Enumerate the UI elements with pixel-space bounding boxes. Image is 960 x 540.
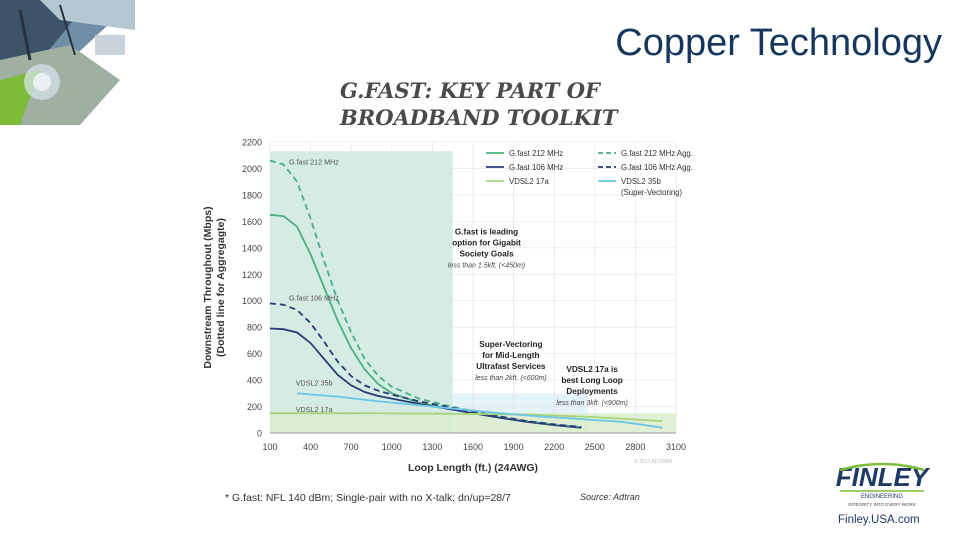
x-tick-label: 1000 bbox=[381, 442, 402, 452]
x-tick-label: 3100 bbox=[665, 442, 687, 452]
legend-entry: VDSL2 17a bbox=[509, 177, 549, 186]
annotation-text: best Long Loop bbox=[561, 376, 623, 386]
source-citation: Source: Adtran bbox=[580, 492, 640, 502]
x-tick-label: 1300 bbox=[422, 442, 443, 452]
annotation-note: less than 3kft. (<900m) bbox=[556, 400, 628, 408]
website-link[interactable]: Finley.USA.com bbox=[838, 514, 920, 526]
annotation-text: option for Gigabit bbox=[452, 238, 521, 248]
finley-logo-graphic bbox=[832, 460, 932, 515]
x-tick-label: 2200 bbox=[544, 442, 565, 452]
y-axis-label: Downstream Throughout (Mbps)(Dotted line for Aggregagte) bbox=[202, 206, 227, 369]
annotation-text: VDSL2 35b bbox=[295, 378, 333, 388]
x-tick-label: 2800 bbox=[625, 442, 646, 452]
annotation-text: Ultrafast Services bbox=[476, 362, 546, 372]
y-tick-label: 2200 bbox=[241, 137, 262, 148]
y-tick-label: 1800 bbox=[241, 190, 262, 201]
x-tick-label: 2500 bbox=[584, 442, 605, 452]
chart-title-line1: G.FAST: KEY PART OF bbox=[340, 78, 600, 103]
y-tick-label: 1600 bbox=[241, 216, 262, 227]
x-tick-label: 400 bbox=[303, 442, 319, 452]
logo-tagline: INTEGRITY INTO EVERY WORK bbox=[848, 502, 916, 507]
annotation-text: for Mid-Length bbox=[482, 351, 540, 361]
annotation-text: G.fast 106 MHz bbox=[288, 293, 339, 303]
legend-entry: VDSL2 35b bbox=[621, 177, 661, 186]
y-tick-label: 800 bbox=[246, 322, 262, 333]
annotation-text: VDSL2 17a bbox=[295, 404, 333, 414]
throughput-chart bbox=[200, 75, 700, 525]
legend-entry: (Super-Vectoring) bbox=[621, 188, 683, 197]
legend-entry: G.fast 106 MHz bbox=[509, 163, 564, 172]
chart-title bbox=[340, 77, 617, 131]
logo-subtitle: ENGINEERING bbox=[860, 494, 904, 500]
chart-watermark: © 2017 ADTRAN bbox=[634, 459, 672, 465]
x-tick-label: 100 bbox=[262, 442, 278, 452]
annotation-note: less than 1.5kft. (<450m) bbox=[447, 262, 526, 270]
x-tick-label: 1900 bbox=[503, 442, 524, 452]
annotation-text: VDSL2 17a is bbox=[566, 365, 618, 375]
footnote: * G.fast: NFL 140 dBm; Single-pair with no X-talk; dn/up=28/7 bbox=[225, 492, 511, 504]
chart-title-line2: BROADBAND TOOLKIT bbox=[340, 105, 618, 130]
annotation-text: G.fast is leading bbox=[454, 227, 519, 237]
annotation-text: G.fast 212 MHz bbox=[288, 157, 339, 167]
annotation-text: Super-Vectoring bbox=[479, 340, 543, 350]
legend-entry: G.fast 106 MHz Agg. bbox=[621, 163, 693, 172]
legend-entry: G.fast 212 MHz bbox=[509, 149, 564, 158]
chart-area bbox=[200, 75, 700, 525]
x-tick-label: 1600 bbox=[462, 442, 484, 452]
legend-entry: G.fast 212 MHz Agg. bbox=[621, 149, 693, 158]
y-tick-label: 2000 bbox=[241, 163, 262, 174]
slide-title: Copper Technology bbox=[615, 22, 942, 64]
x-tick-label: 700 bbox=[343, 442, 359, 452]
y-tick-label: 0 bbox=[256, 428, 262, 439]
y-tick-label: 400 bbox=[246, 375, 262, 386]
annotation-note: less than 2kft. (<600m) bbox=[475, 375, 547, 383]
y-tick-label: 600 bbox=[246, 349, 262, 360]
logo-wordmark: FINLEY bbox=[835, 462, 929, 492]
x-axis-label: Loop Length (ft.) (24AWG) bbox=[407, 462, 539, 474]
y-tick-label: 1200 bbox=[241, 269, 262, 280]
corner-photo-collage bbox=[0, 0, 135, 125]
annotation-text: Deployments bbox=[566, 387, 618, 397]
annotation-text: Society Goals bbox=[459, 249, 514, 259]
corner-collage-graphic bbox=[0, 0, 135, 125]
y-tick-label: 1400 bbox=[241, 243, 262, 254]
y-tick-label: 200 bbox=[246, 402, 262, 413]
y-tick-label: 1000 bbox=[241, 296, 262, 307]
